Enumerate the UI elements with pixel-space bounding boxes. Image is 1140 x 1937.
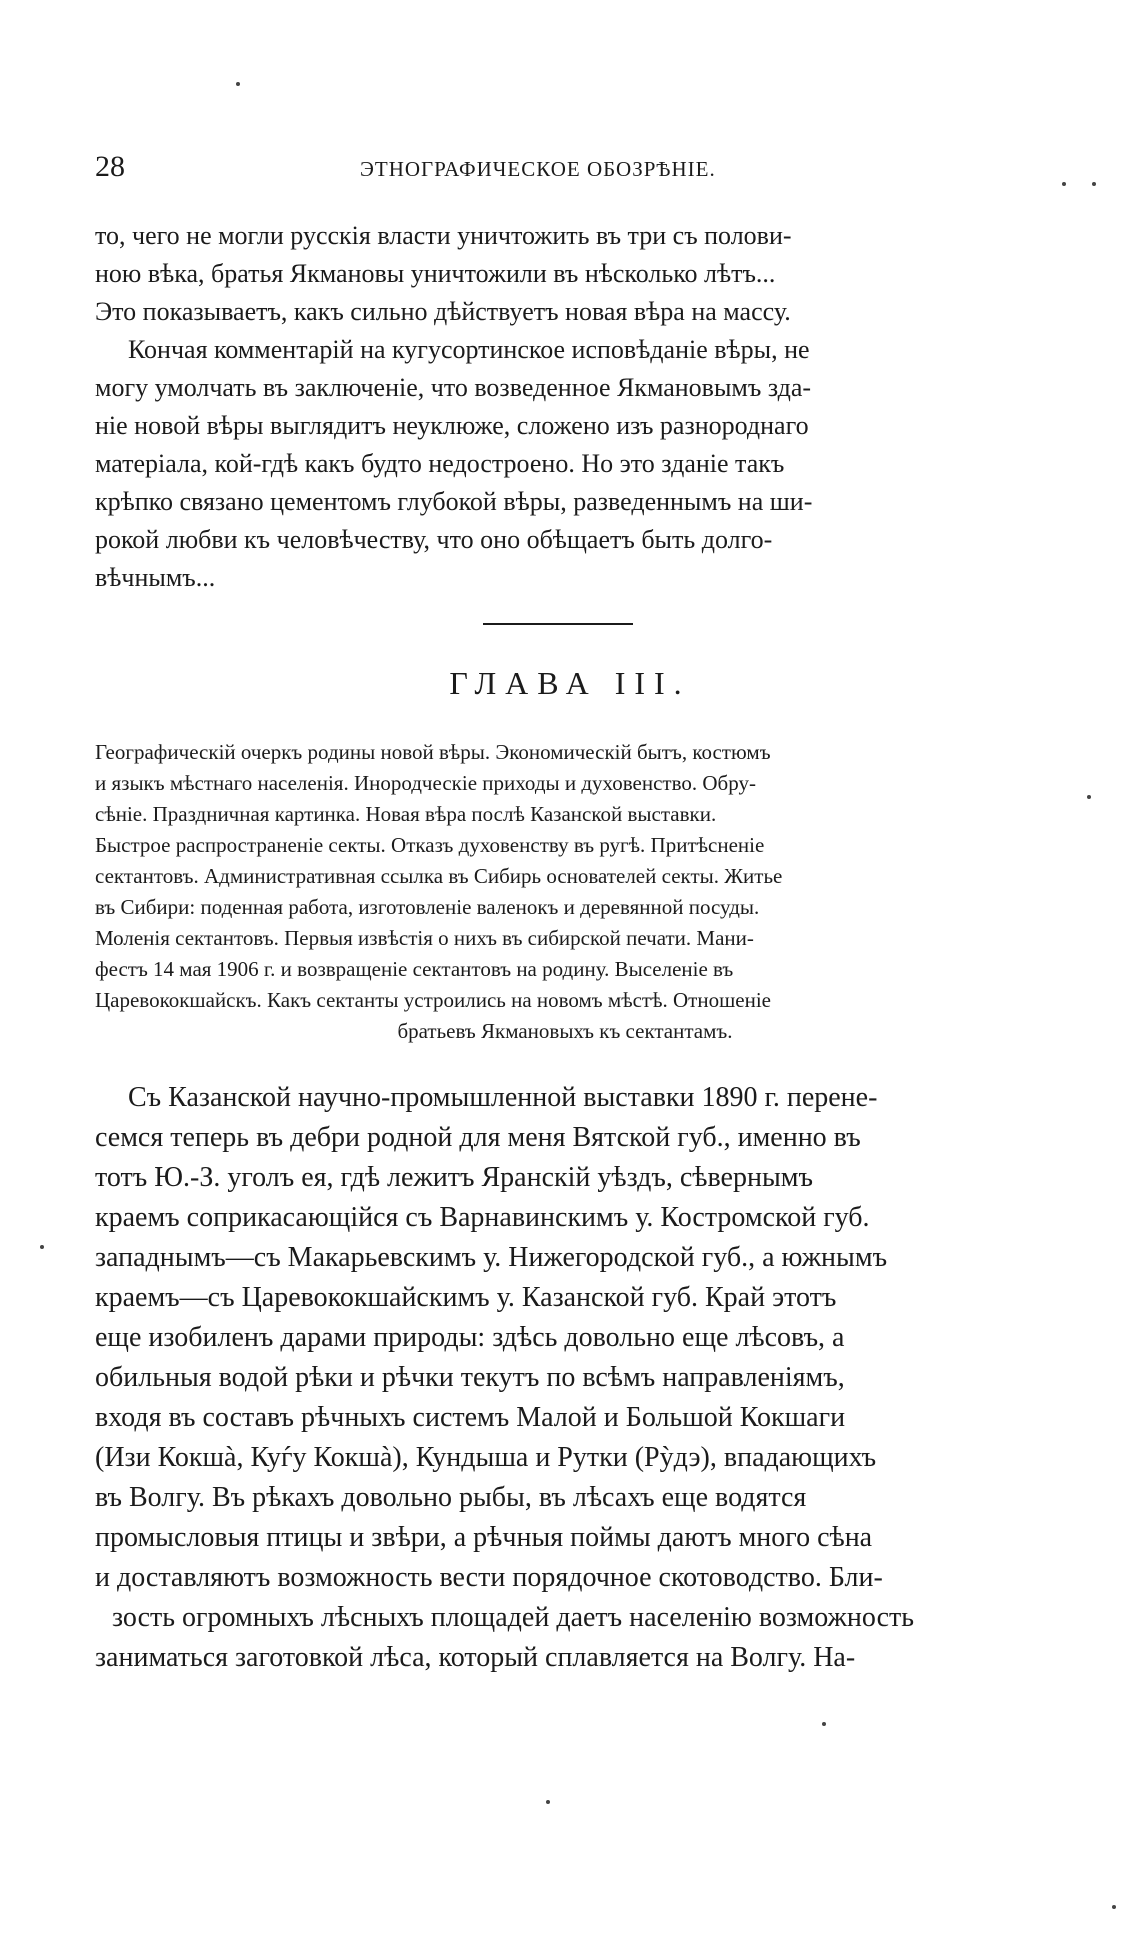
text-line: рокой любви къ человѣчеству, что оно обѣщаетъ быть долго- bbox=[95, 525, 773, 554]
summary-line: Моленія сектантовъ. Первыя извѣстія о нихъ въ сибирской печати. Мани- bbox=[95, 926, 754, 950]
text-line: Кончая комментарій на кугусортинское исповѣданіе вѣры, не bbox=[128, 335, 810, 364]
summary-line: сектантовъ. Административная ссылка въ Сибирь основателей секты. Житье bbox=[95, 864, 783, 888]
body-line: заниматься заготовкой лѣса, который сплавляется на Волгу. На- bbox=[95, 1642, 856, 1673]
chapter-title: ГЛАВА III. bbox=[449, 665, 691, 701]
body-line: обильныя водой рѣки и рѣчки текутъ по всѣмъ направленіямъ, bbox=[95, 1362, 845, 1393]
summary-line: Быстрое распространеніе секты. Отказъ духовенству въ ругѣ. Притѣсненіе bbox=[95, 833, 765, 857]
page-number: 28 bbox=[95, 150, 125, 183]
text-line: крѣпко связано цементомъ глубокой вѣры, разведеннымъ на ши- bbox=[95, 487, 813, 516]
summary-line: въ Сибири: поденная работа, изготовленіе валенокъ и деревянной посуды. bbox=[95, 895, 760, 919]
body-line: тотъ Ю.-З. уголъ ея, гдѣ лежитъ Яранскій уѣздъ, сѣвернымъ bbox=[95, 1162, 813, 1193]
text-line: ною вѣка, братья Якмановы уничтожили въ нѣсколько лѣтъ... bbox=[95, 259, 776, 288]
scan-speck bbox=[546, 1800, 550, 1804]
body-line: западнымъ—съ Макарьевскимъ у. Нижегородской губ., а южнымъ bbox=[95, 1242, 888, 1273]
scan-speck bbox=[236, 82, 240, 86]
body-line: въ Волгу. Въ рѣкахъ довольно рыбы, въ лѣсахъ еще водятся bbox=[95, 1482, 807, 1513]
summary-line: Географическій очеркъ родины новой вѣры. Экономическій бытъ, костюмъ bbox=[95, 740, 771, 764]
body-line: семся теперь въ дебри родной для меня Вятской губ., именно въ bbox=[95, 1122, 861, 1153]
running-title: ЭТНОГРАФИЧЕСКОЕ ОБОЗРѢНІЕ. bbox=[360, 157, 716, 181]
scan-speck bbox=[822, 1722, 826, 1726]
text-line: вѣчнымъ... bbox=[95, 563, 216, 592]
text-line: матеріала, кой-гдѣ какъ будто недостроено. Но это зданіе такъ bbox=[95, 449, 785, 478]
body-line: краемъ соприкасающійся съ Варнавинскимъ у. Костромской губ. bbox=[95, 1202, 870, 1233]
page-header bbox=[95, 150, 1055, 190]
body-line: зость огромныхъ лѣсныхъ площадей даетъ населенію возможность bbox=[112, 1602, 915, 1633]
section-divider bbox=[483, 623, 633, 625]
body-line: еще изобиленъ дарами природы: здѣсь довольно еще лѣсовъ, а bbox=[95, 1322, 845, 1353]
body-line: и доставляютъ возможность вести порядочное скотоводство. Бли- bbox=[95, 1562, 883, 1593]
text-line: могу умолчать въ заключеніе, что возведенное Якмановымъ зда- bbox=[95, 373, 812, 402]
body-line: краемъ—съ Царевококшайскимъ у. Казанской губ. Край этотъ bbox=[95, 1282, 837, 1313]
text-line: Это показываетъ, какъ сильно дѣйствуетъ новая вѣра на массу. bbox=[95, 297, 791, 326]
scan-speck bbox=[1112, 1905, 1116, 1909]
summary-line: братьевъ Якмановыхъ къ сектантамъ. bbox=[397, 1019, 733, 1043]
text-line: ніе новой вѣры выглядитъ неуклюже, сложено изъ разнороднаго bbox=[95, 411, 809, 440]
summary-line: и языкъ мѣстнаго населенія. Инородческіе приходы и духовенство. Обру- bbox=[95, 771, 756, 795]
scan-speck bbox=[1092, 182, 1096, 186]
summary-line: фестъ 14 мая 1906 г. и возвращеніе сектантовъ на родину. Выселеніе въ bbox=[95, 957, 734, 981]
text-line: то, чего не могли русскія власти уничтожить въ три съ полови- bbox=[95, 221, 792, 250]
body-line: промысловыя птицы и звѣри, а рѣчныя поймы даютъ много сѣна bbox=[95, 1522, 873, 1553]
body-line: Съ Казанской научно-промышленной выставки 1890 г. перене- bbox=[128, 1082, 878, 1113]
scan-speck bbox=[40, 1245, 44, 1249]
body-line: входя въ составъ рѣчныхъ системъ Малой и Большой Кокшаги bbox=[95, 1402, 846, 1433]
summary-line: сѣніе. Праздничная картинка. Новая вѣра послѣ Казанской выставки. bbox=[95, 802, 717, 826]
scan-speck bbox=[1062, 182, 1066, 186]
body-line: (Изи Кокшà, Куѓу Кокшà), Кундыша и Рутки (Рỳдэ), впадающихъ bbox=[95, 1442, 877, 1473]
summary-line: Царевококшайскъ. Какъ сектанты устроились на новомъ мѣстѣ. Отношеніе bbox=[95, 988, 771, 1012]
scan-speck bbox=[1087, 795, 1091, 799]
